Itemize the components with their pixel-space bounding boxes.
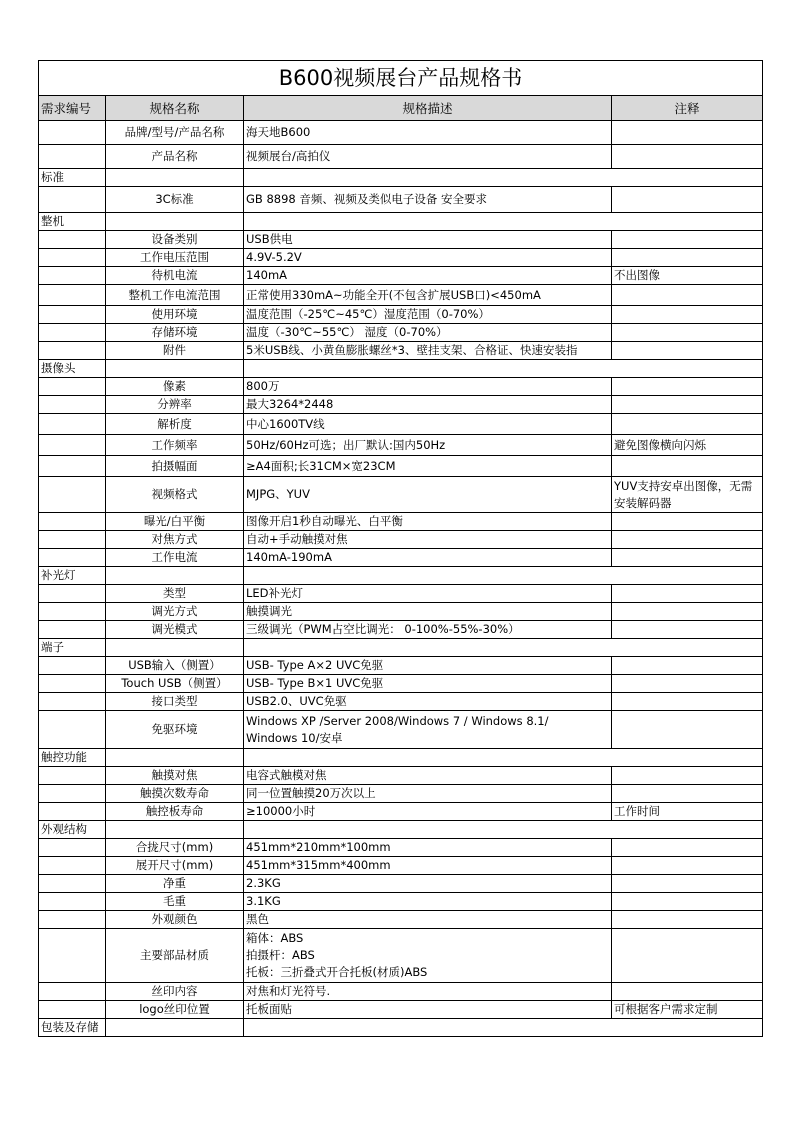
- section-blank-name: [106, 567, 244, 585]
- table-row: [39, 231, 763, 249]
- spec-body: [39, 121, 763, 1037]
- spec-name-cell: 触摸次数寿命: [106, 785, 244, 803]
- req-id-cell: [39, 1001, 106, 1019]
- spec-note-cell: [612, 675, 763, 693]
- spec-name-cell: 附件: [106, 342, 244, 360]
- req-id-cell: [39, 249, 106, 267]
- spec-desc-line: 图像开启1秒自动曝光、白平衡: [246, 514, 403, 528]
- section-label: 补光灯: [39, 567, 106, 585]
- req-id-cell: [39, 285, 106, 306]
- spec-name-cell: 类型: [106, 585, 244, 603]
- spec-desc-line: USB- Type B×1 UVC免驱: [246, 676, 384, 690]
- spec-desc-cell: [244, 306, 612, 324]
- table-row: [39, 378, 763, 396]
- table-row: [39, 603, 763, 621]
- spec-name-cell: 工作电流: [106, 549, 244, 567]
- spec-note-cell: [612, 839, 763, 857]
- section-blank-rest: [244, 639, 763, 657]
- table-row: [39, 267, 763, 285]
- spec-desc-cell: [244, 477, 612, 513]
- table-row: [39, 342, 763, 360]
- spec-note-cell: [612, 711, 763, 749]
- table-row: [39, 187, 763, 213]
- spec-desc-cell: [244, 531, 612, 549]
- section-row: [39, 360, 763, 378]
- table-row: [39, 803, 763, 821]
- table-row: [39, 324, 763, 342]
- spec-desc-line: LED补光灯: [246, 586, 304, 600]
- spec-note-cell: [612, 785, 763, 803]
- spec-desc-cell: [244, 911, 612, 929]
- spec-desc-cell: [244, 342, 612, 360]
- spec-table: [38, 60, 763, 1037]
- req-id-cell: [39, 711, 106, 749]
- spec-name-cell: 像素: [106, 378, 244, 396]
- section-label: 摄像头: [39, 360, 106, 378]
- spec-name-cell: 工作频率: [106, 435, 244, 456]
- spec-note-cell: [612, 857, 763, 875]
- header-name: 规格名称: [106, 96, 244, 121]
- spec-name-cell: 曝光/白平衡: [106, 513, 244, 531]
- req-id-cell: [39, 911, 106, 929]
- table-row: [39, 693, 763, 711]
- spec-note-cell: YUV支持安卓出图像，无需安装解码器: [612, 477, 763, 513]
- spec-desc-line: ≥10000小时: [246, 804, 316, 818]
- spec-desc-line: 451mm*315mm*400mm: [246, 858, 391, 872]
- spec-desc-cell: [244, 585, 612, 603]
- spec-note-cell: 工作时间: [612, 803, 763, 821]
- section-blank-rest: [244, 360, 763, 378]
- section-label: 端子: [39, 639, 106, 657]
- req-id-cell: [39, 549, 106, 567]
- spec-desc-line: 视频展台/高拍仪: [246, 149, 331, 163]
- table-row: [39, 549, 763, 567]
- spec-note-cell: [612, 929, 763, 983]
- spec-desc-cell: [244, 839, 612, 857]
- table-row: [39, 875, 763, 893]
- spec-note-cell: [612, 893, 763, 911]
- req-id-cell: [39, 875, 106, 893]
- spec-name-cell: 接口类型: [106, 693, 244, 711]
- section-label: 包装及存储: [39, 1019, 106, 1037]
- spec-note-cell: [612, 378, 763, 396]
- spec-desc-cell: [244, 414, 612, 435]
- spec-desc-cell: [244, 621, 612, 639]
- spec-desc-line: 温度（-30℃~55℃） 湿度（0-70%）: [246, 325, 448, 339]
- spec-desc-line: Windows XP /Server 2008/Windows 7 / Windows 8.1/: [246, 713, 549, 728]
- spec-desc-line: 2.3KG: [246, 876, 281, 890]
- table-row: [39, 983, 763, 1001]
- req-id-cell: [39, 121, 106, 145]
- spec-name-cell: Touch USB（侧置）: [106, 675, 244, 693]
- spec-desc-cell: [244, 456, 612, 477]
- section-label: 标准: [39, 169, 106, 187]
- spec-name-cell: logo丝印位置: [106, 1001, 244, 1019]
- spec-desc-line: 4.9V-5.2V: [246, 250, 302, 264]
- page-title: B600视频展台产品规格书: [39, 61, 763, 96]
- spec-name-cell: 设备类别: [106, 231, 244, 249]
- table-row: [39, 785, 763, 803]
- spec-note-cell: [612, 911, 763, 929]
- spec-name-cell: 工作电压范围: [106, 249, 244, 267]
- spec-desc-line: 托板面贴: [246, 1002, 292, 1016]
- req-id-cell: [39, 396, 106, 414]
- section-blank-rest: [244, 749, 763, 767]
- req-id-cell: [39, 621, 106, 639]
- table-row: [39, 711, 763, 749]
- table-row: [39, 857, 763, 875]
- spec-note-cell: [612, 875, 763, 893]
- spec-desc-cell: [244, 549, 612, 567]
- spec-name-cell: 丝印内容: [106, 983, 244, 1001]
- section-blank-name: [106, 360, 244, 378]
- spec-note-cell: [612, 285, 763, 306]
- table-row: [39, 1001, 763, 1019]
- spec-desc-line: 箱体：ABS: [246, 931, 304, 945]
- spec-desc-line: 电容式触模对焦: [246, 768, 327, 782]
- req-id-cell: [39, 767, 106, 785]
- section-label: 外观结构: [39, 821, 106, 839]
- section-blank-name: [106, 821, 244, 839]
- section-blank-name: [106, 169, 244, 187]
- section-row: [39, 567, 763, 585]
- table-row: [39, 893, 763, 911]
- spec-desc-line: 拍摄杆：ABS: [246, 948, 315, 962]
- spec-desc-line: 托板：三折叠式开合托板(材质)ABS: [246, 965, 428, 979]
- table-row: [39, 477, 763, 513]
- req-id-cell: [39, 435, 106, 456]
- spec-desc-cell: [244, 435, 612, 456]
- spec-name-cell: 调光方式: [106, 603, 244, 621]
- spec-note-cell: [612, 231, 763, 249]
- spec-desc-cell: [244, 929, 612, 983]
- req-id-cell: [39, 893, 106, 911]
- table-row: [39, 839, 763, 857]
- table-row: [39, 121, 763, 145]
- section-blank-name: [106, 639, 244, 657]
- spec-name-cell: 解析度: [106, 414, 244, 435]
- table-row: [39, 531, 763, 549]
- req-id-cell: [39, 187, 106, 213]
- req-id-cell: [39, 785, 106, 803]
- table-row: [39, 285, 763, 306]
- req-id-cell: [39, 983, 106, 1001]
- section-blank-name: [106, 213, 244, 231]
- spec-desc-line: GB 8898 音频、视频及类似电子设备 安全要求: [246, 192, 488, 206]
- spec-desc-cell: [244, 249, 612, 267]
- spec-desc-cell: [244, 187, 612, 213]
- spec-desc-line: 三级调光（PWM占空比调光： 0-100%-55%-30%）: [246, 622, 520, 636]
- spec-desc-cell: [244, 267, 612, 285]
- spec-note-cell: [612, 531, 763, 549]
- req-id-cell: [39, 531, 106, 549]
- req-id-cell: [39, 378, 106, 396]
- spec-note-cell: [612, 513, 763, 531]
- spec-name-cell: 使用环境: [106, 306, 244, 324]
- spec-note-cell: [612, 324, 763, 342]
- spec-name-cell: 免驱环境: [106, 711, 244, 749]
- spec-desc-cell: [244, 875, 612, 893]
- spec-desc-line: 140mA: [246, 268, 288, 282]
- req-id-cell: [39, 803, 106, 821]
- req-id-cell: [39, 456, 106, 477]
- spec-name-cell: 整机工作电流范围: [106, 285, 244, 306]
- table-row: [39, 929, 763, 983]
- section-blank-rest: [244, 1019, 763, 1037]
- spec-desc-line: 3.1KG: [246, 894, 281, 908]
- spec-desc-cell: [244, 378, 612, 396]
- spec-desc-cell: [244, 893, 612, 911]
- table-row: [39, 145, 763, 169]
- spec-desc-line: USB- Type A×2 UVC免驱: [246, 658, 384, 672]
- spec-desc-line: 50Hz/60Hz可选；出厂默认:国内50Hz: [246, 437, 446, 452]
- spec-name-cell: USB输入（侧置）: [106, 657, 244, 675]
- req-id-cell: [39, 585, 106, 603]
- spec-desc-cell: [244, 285, 612, 306]
- req-id-cell: [39, 839, 106, 857]
- spec-note-cell: [612, 145, 763, 169]
- spec-desc-cell: [244, 603, 612, 621]
- section-label: 整机: [39, 213, 106, 231]
- table-row: [39, 767, 763, 785]
- spec-note-cell: 不出图像: [612, 267, 763, 285]
- section-row: [39, 1019, 763, 1037]
- spec-desc-line: Windows 10/安卓: [246, 730, 343, 745]
- req-id-cell: [39, 675, 106, 693]
- table-row: [39, 621, 763, 639]
- spec-desc-cell: [244, 513, 612, 531]
- req-id-cell: [39, 342, 106, 360]
- section-blank-rest: [244, 821, 763, 839]
- spec-note-cell: [612, 983, 763, 1001]
- spec-desc-cell: [244, 983, 612, 1001]
- req-id-cell: [39, 267, 106, 285]
- spec-desc-line: USB2.0、UVC免驱: [246, 694, 347, 708]
- spec-desc-cell: [244, 231, 612, 249]
- table-row: [39, 911, 763, 929]
- spec-desc-line: 140mA-190mA: [246, 550, 332, 564]
- spec-note-cell: 可根据客户需求定制: [612, 1001, 763, 1019]
- req-id-cell: [39, 324, 106, 342]
- spec-note-cell: [612, 456, 763, 477]
- section-label: 触控功能: [39, 749, 106, 767]
- spec-desc-line: 自动+手动触摸对焦: [246, 532, 348, 546]
- req-id-cell: [39, 231, 106, 249]
- spec-name-cell: 展开尺寸(mm): [106, 857, 244, 875]
- spec-name-cell: 3C标准: [106, 187, 244, 213]
- spec-desc-cell: [244, 711, 612, 749]
- spec-desc-cell: [244, 121, 612, 145]
- spec-note-cell: [612, 621, 763, 639]
- spec-desc-line: 黑色: [246, 912, 269, 926]
- spec-desc-line: ≥A4面积;长31CM×宽23CM: [246, 458, 396, 473]
- spec-desc-cell: [244, 767, 612, 785]
- req-id-cell: [39, 857, 106, 875]
- table-row: [39, 513, 763, 531]
- header-id: 需求编号: [39, 96, 106, 121]
- table-row: [39, 396, 763, 414]
- spec-note-cell: [612, 249, 763, 267]
- spec-note-cell: [612, 342, 763, 360]
- header-row: [39, 96, 763, 121]
- spec-name-cell: 触控板寿命: [106, 803, 244, 821]
- spec-desc-line: USB供电: [246, 232, 293, 246]
- section-row: [39, 169, 763, 187]
- header-desc: 规格描述: [244, 96, 612, 121]
- spec-desc-line: 对焦和灯光符号.: [246, 984, 331, 998]
- section-blank-name: [106, 749, 244, 767]
- spec-note-cell: 避免图像横向闪烁: [612, 435, 763, 456]
- spec-desc-cell: [244, 675, 612, 693]
- section-blank-name: [106, 1019, 244, 1037]
- spec-name-cell: 品牌/型号/产品名称: [106, 121, 244, 145]
- spec-desc-line: 同一位置触摸20万次以上: [246, 786, 376, 800]
- table-row: [39, 249, 763, 267]
- table-row: [39, 414, 763, 435]
- section-blank-rest: [244, 213, 763, 231]
- spec-name-cell: 存储环境: [106, 324, 244, 342]
- spec-note-cell: [612, 549, 763, 567]
- spec-desc-cell: [244, 803, 612, 821]
- spec-note-cell: [612, 767, 763, 785]
- spec-desc-cell: [244, 324, 612, 342]
- spec-desc-cell: [244, 396, 612, 414]
- header-note: 注释: [612, 96, 763, 121]
- spec-note-cell: [612, 396, 763, 414]
- spec-desc-line: 451mm*210mm*100mm: [246, 840, 391, 854]
- spec-desc-line: 最大3264*2448: [246, 397, 334, 411]
- spec-note-cell: [612, 585, 763, 603]
- table-row: [39, 657, 763, 675]
- section-row: [39, 821, 763, 839]
- spec-name-cell: 净重: [106, 875, 244, 893]
- spec-desc-cell: [244, 1001, 612, 1019]
- req-id-cell: [39, 414, 106, 435]
- table-row: [39, 585, 763, 603]
- spec-note-cell: [612, 306, 763, 324]
- spec-name-cell: 主要部品材质: [106, 929, 244, 983]
- spec-desc-line: 正常使用330mA~功能全开(不包含扩展USB口)<450mA: [246, 287, 541, 302]
- spec-note-cell: [612, 121, 763, 145]
- req-id-cell: [39, 603, 106, 621]
- section-row: [39, 749, 763, 767]
- section-row: [39, 639, 763, 657]
- spec-desc-cell: [244, 785, 612, 803]
- spec-desc-line: 5米USB线、小黄鱼膨胀螺丝*3、壁挂支架、合格证、快速安装指: [246, 343, 578, 357]
- spec-note-cell: [612, 693, 763, 711]
- spec-desc-line: 800万: [246, 379, 280, 393]
- spec-desc-line: MJPG、YUV: [246, 487, 310, 501]
- spec-desc-line: 海天地B600: [246, 125, 311, 139]
- spec-name-cell: 待机电流: [106, 267, 244, 285]
- req-id-cell: [39, 477, 106, 513]
- spec-name-cell: 分辨率: [106, 396, 244, 414]
- spec-name-cell: 合拢尺寸(mm): [106, 839, 244, 857]
- table-row: [39, 435, 763, 456]
- spec-name-cell: 外观颜色: [106, 911, 244, 929]
- req-id-cell: [39, 145, 106, 169]
- spec-name-cell: 对焦方式: [106, 531, 244, 549]
- spec-name-cell: 触摸对焦: [106, 767, 244, 785]
- spec-desc-cell: [244, 857, 612, 875]
- spec-note-cell: [612, 657, 763, 675]
- spec-desc-line: 温度范围（-25℃~45℃）湿度范围（0-70%）: [246, 307, 490, 321]
- spec-name-cell: 拍摄幅面: [106, 456, 244, 477]
- spec-desc-line: 触摸调光: [246, 604, 292, 618]
- req-id-cell: [39, 306, 106, 324]
- section-blank-rest: [244, 169, 763, 187]
- section-blank-rest: [244, 567, 763, 585]
- spec-name-cell: 视频格式: [106, 477, 244, 513]
- section-row: [39, 213, 763, 231]
- spec-desc-cell: [244, 145, 612, 169]
- spec-desc-line: 中心1600TV线: [246, 416, 325, 431]
- req-id-cell: [39, 929, 106, 983]
- req-id-cell: [39, 693, 106, 711]
- spec-note-cell: [612, 603, 763, 621]
- spec-desc-cell: [244, 693, 612, 711]
- table-row: [39, 456, 763, 477]
- spec-name-cell: 调光模式: [106, 621, 244, 639]
- table-row: [39, 306, 763, 324]
- table-row: [39, 675, 763, 693]
- req-id-cell: [39, 513, 106, 531]
- spec-note-cell: [612, 414, 763, 435]
- spec-name-cell: 毛重: [106, 893, 244, 911]
- req-id-cell: [39, 657, 106, 675]
- spec-name-cell: 产品名称: [106, 145, 244, 169]
- spec-desc-cell: [244, 657, 612, 675]
- spec-note-cell: [612, 187, 763, 213]
